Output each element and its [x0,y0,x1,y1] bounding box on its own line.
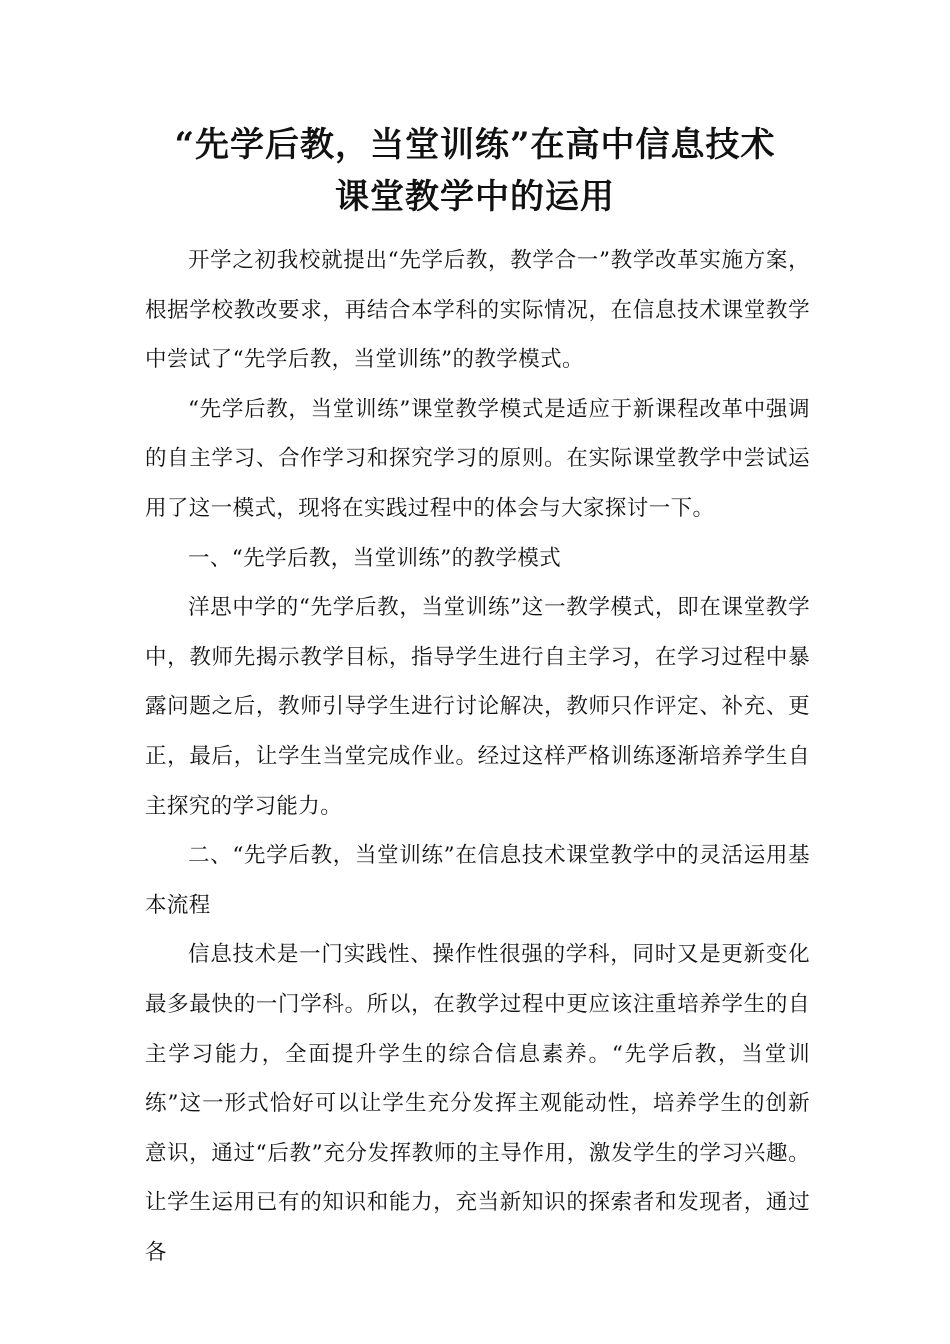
title-line-1: “先学后教，当堂训练”在高中信息技术 [174,124,776,165]
document-body [145,236,810,1277]
paragraph-model-overview: “先学后教，当堂训练”课堂教学模式是适应于新课程改革中强调的自主学习、合作学习和探究学习的原则。在实际课堂教学中尝试运用了这一模式，现将在实践过程中的体会与大家探讨一下。 [145,396,810,521]
section-heading-2: 二、“先学后教，当堂训练”在信息技术课堂教学中的灵活运用基本流程 [145,843,810,918]
section-heading-1: 一、“先学后教，当堂训练”的教学模式 [188,545,562,571]
paragraph-intro: 开学之初我校就提出“先学后教，教学合一”教学改革实施方案，根据学校教改要求，再结合本学科的实际情况，在信息技术课堂教学中尝试了“先学后教，当堂训练”的教学模式。 [145,248,810,373]
document-title [120,119,830,223]
paragraph-yangsi-model: 洋思中学的“先学后教，当堂训练”这一教学模式，即在课堂教学中，教师先揭示教学目标，指导学生进行自主学习，在学习过程中暴露问题之后，教师引导学生进行讨论解决，教师只作评定、补充、更正，最后，让学生当堂完成作业。经过这样严格训练逐渐培养学生自主探究的学习能力。 [145,595,810,819]
paragraph-it-subject: 信息技术是一门实践性、操作性很强的学科，同时又是更新变化最多最快的一门学科。所以，在教学过程中更应该注重培养学生的自主学习能力，全面提升学生的综合信息素养。“先学后教，当堂训练”这一形式恰好可以让学生充分发挥主观能动性，培养学生的创新意识，通过“后教”充分发挥教师的主导作用，激发学生的学习兴趣。让学生运用已有的知识和能力，充当新知识的探索者和发现者，通过各 [145,942,810,1265]
title-line-2: 课堂教学中的运用 [335,176,615,217]
